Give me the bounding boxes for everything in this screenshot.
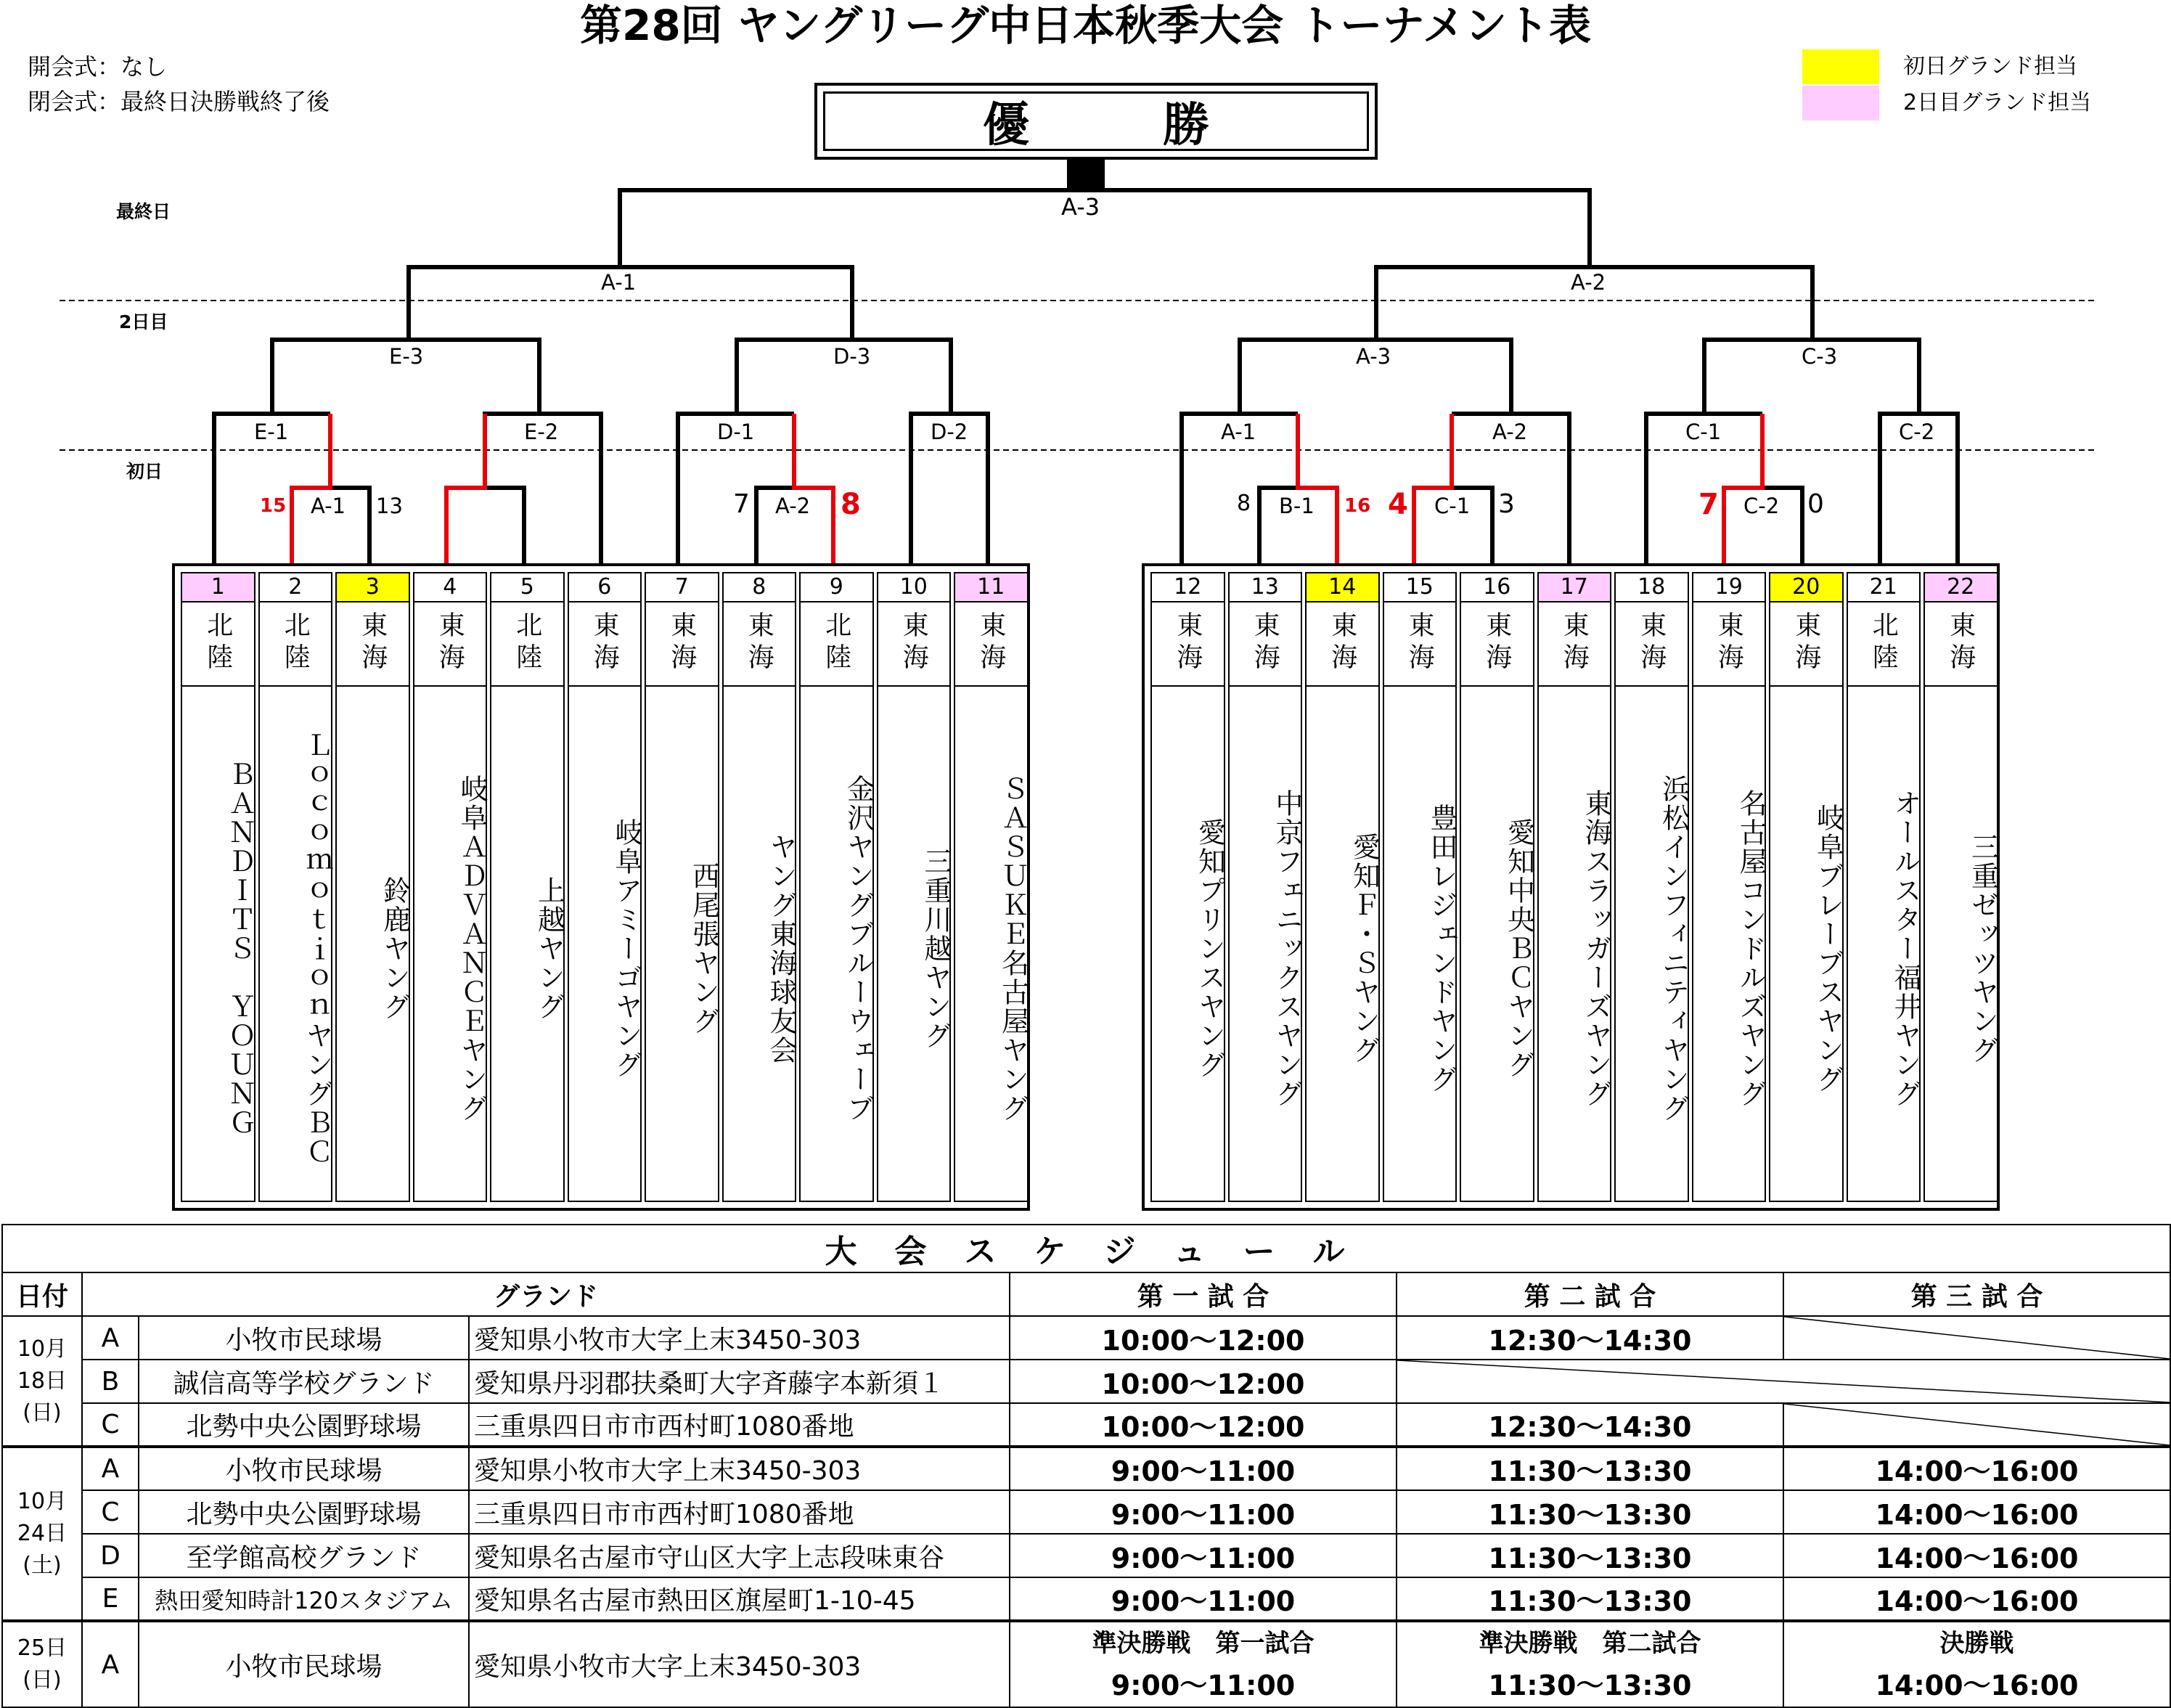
match-label-d1: D-1 [717, 420, 755, 444]
team-region: 東海 [569, 601, 641, 687]
team-region: 東海 [955, 601, 1027, 687]
team-name: 鈴鹿ヤング [378, 876, 411, 1021]
score-b1-right: 16 [1344, 495, 1371, 517]
game3-time: 14:00～16:00 [1783, 1447, 2170, 1490]
game2-3-empty [1397, 1360, 2170, 1403]
game3-time: 14:00～16:00 [1783, 1490, 2170, 1534]
team-name: ヤング東海球友会 [765, 833, 797, 1065]
day-label-day2: 2日目 [119, 311, 168, 332]
day-label-final: 最終日 [116, 201, 171, 222]
team-name: 三重川越ヤング [920, 847, 952, 1050]
team-region: 東海 [1693, 601, 1765, 687]
g1-time: 9:00～11:00 [1111, 1670, 1296, 1701]
team-entry [645, 572, 719, 1202]
score-la1-right: 13 [376, 494, 403, 518]
team-region: 東海 [646, 601, 718, 687]
team-name: 岐阜ＡＤＶＡＮＣＥヤング [456, 775, 488, 1123]
team-region: 北陸 [491, 601, 563, 687]
game2-time: 11:30～13:30 [1397, 1577, 1783, 1621]
team-name: 愛知プリンスヤング [1193, 818, 1226, 1079]
score-rc1-right: 3 [1498, 489, 1515, 519]
team-entry [1305, 572, 1380, 1202]
team-region: 東海 [414, 601, 486, 687]
team-number: 3 [337, 573, 409, 602]
ground-address: 愛知県名古屋市熱田区旗屋町1-10-45 [469, 1577, 1010, 1621]
team-region: 東海 [1307, 601, 1378, 687]
team-entry [1228, 572, 1303, 1202]
team-number: 22 [1925, 573, 1997, 602]
team-name: 岐阜ブレーブスヤング [1812, 804, 1844, 1094]
ground-address: 愛知県名古屋市守山区大字上志段味東谷 [469, 1534, 1010, 1577]
team-region: 東海 [1925, 601, 1997, 687]
ground-name: 小牧市民球場 [139, 1621, 469, 1707]
schedule-date-day1 [2, 1316, 82, 1447]
ground-name: 北勢中央公園野球場 [139, 1403, 469, 1447]
team-entry [1923, 572, 1998, 1202]
team-region: 北陸 [182, 601, 254, 687]
match-label-final: A-3 [1061, 193, 1100, 221]
date-line: (日) [23, 1667, 62, 1693]
team-name: オールスター福井ヤング [1889, 789, 1921, 1108]
team-region: 東海 [1461, 601, 1533, 687]
team-entry [258, 572, 333, 1202]
date-line: 25日 [17, 1635, 68, 1661]
legend-label-day1: 初日グランド担当 [1903, 54, 2077, 79]
date-line: (土) [23, 1553, 62, 1578]
game1-time: 10:00～12:00 [1010, 1360, 1397, 1403]
game3-empty [1783, 1316, 2170, 1360]
g2-time: 11:30～13:30 [1488, 1670, 1692, 1701]
team-entry [1150, 572, 1225, 1202]
game2-time: 11:30～13:30 [1397, 1447, 1783, 1490]
team-region: 東海 [1616, 601, 1688, 687]
header-game2: 第 二 試 合 [1397, 1272, 1783, 1316]
team-entry [490, 572, 565, 1202]
match-label-c1: C-1 [1685, 420, 1722, 444]
team-entry [1692, 572, 1767, 1202]
match-label-rc1: C-1 [1434, 494, 1471, 518]
opening-ceremony-note: 開会式：なし [28, 53, 168, 81]
header-game3: 第 三 試 合 [1783, 1272, 2170, 1316]
legend-label-day2: 2日目グランド担当 [1903, 90, 2092, 115]
game2-time: 12:30～14:30 [1397, 1316, 1783, 1360]
match-label-e3: E-3 [389, 344, 424, 369]
team-name: ＢＡＮＤＩＴＳ ＹＯＵＮＧ [224, 760, 256, 1137]
team-name: 名古屋コンドルズヤング [1735, 789, 1767, 1108]
ground-address: 三重県四日市市西村町1080番地 [469, 1490, 1010, 1534]
ground-code: A [82, 1316, 139, 1360]
ground-name: 小牧市民球場 [139, 1447, 469, 1490]
final-day-g2 [1397, 1621, 1783, 1707]
match-label-e2: E-2 [524, 420, 559, 444]
team-number: 2 [260, 573, 332, 602]
team-number: 6 [569, 573, 641, 602]
team-number: 10 [878, 573, 950, 602]
match-label-left-semi: A-1 [601, 270, 637, 295]
header-ground: グランド [82, 1272, 1010, 1316]
ground-name: 至学館高校グランド [139, 1534, 469, 1577]
team-entry [1460, 572, 1534, 1202]
team-region: 北陸 [260, 601, 332, 687]
game1-time: 9:00～11:00 [1010, 1447, 1397, 1490]
team-number: 17 [1539, 573, 1611, 602]
ground-name: 熱田愛知時計120スタジアム [139, 1577, 469, 1621]
match-label-ra2: A-2 [1492, 420, 1528, 444]
team-number: 7 [646, 573, 718, 602]
team-entry [954, 572, 1029, 1202]
champion-label: 優 勝 [823, 91, 1369, 151]
team-number: 1 [182, 573, 254, 602]
team-name: 愛知中央ＢＣヤング [1502, 818, 1535, 1079]
team-name: 豊田レジェンドヤング [1426, 804, 1457, 1094]
date-line: 10月 [17, 1489, 68, 1514]
teams-panel-left [172, 563, 1030, 1211]
team-region: 東海 [1539, 601, 1611, 687]
team-region: 北陸 [1848, 601, 1920, 687]
date-line: 10月 [17, 1336, 68, 1362]
game2-time: 11:30～13:30 [1397, 1490, 1783, 1534]
game2-time: 11:30～13:30 [1397, 1534, 1783, 1577]
game1-time: 9:00～11:00 [1010, 1534, 1397, 1577]
ground-code: D [82, 1534, 139, 1577]
team-entry [1537, 572, 1612, 1202]
match-label-d3: D-3 [833, 344, 871, 369]
g3-label: 決勝戦 [1939, 1629, 2014, 1658]
score-la2-left: 7 [733, 489, 750, 519]
schedule-table [1, 1224, 2170, 1704]
team-number: 18 [1616, 573, 1688, 602]
team-name: 金沢ヤングブルーウェーブ [842, 775, 875, 1123]
team-region: 東海 [1384, 601, 1456, 687]
date-line: 18日 [17, 1368, 68, 1394]
team-number: 13 [1230, 573, 1301, 602]
score-rc2-right: 0 [1807, 489, 1824, 519]
match-label-b1: B-1 [1279, 494, 1315, 518]
date-line: 24日 [17, 1521, 68, 1546]
team-entry [1769, 572, 1844, 1202]
team-entry [335, 572, 410, 1202]
score-b1-left: 8 [1237, 491, 1251, 516]
team-name: ＳＡＳＵＫＥ名古屋ヤング [997, 775, 1029, 1123]
team-entry [799, 572, 874, 1202]
team-name: 西尾張ヤング [687, 862, 720, 1036]
team-number: 8 [724, 573, 796, 602]
team-region: 北陸 [801, 601, 872, 687]
ground-address: 愛知県小牧市大字上末3450-303 [469, 1316, 1010, 1360]
match-label-la1: A-1 [311, 494, 346, 518]
header-date: 日付 [2, 1272, 82, 1316]
team-number: 15 [1384, 573, 1456, 602]
team-name: 浜松インフィニティヤング [1657, 775, 1690, 1123]
team-number: 9 [801, 573, 872, 602]
team-number: 16 [1461, 573, 1533, 602]
team-entry [722, 572, 797, 1202]
game3-time: 14:00～16:00 [1783, 1534, 2170, 1577]
match-label-d2: D-2 [931, 420, 968, 444]
ground-code: E [82, 1577, 139, 1621]
ground-code: A [82, 1447, 139, 1490]
score-rc2-left: 7 [1698, 488, 1719, 521]
game1-time: 10:00～12:00 [1010, 1403, 1397, 1447]
team-entry [1614, 572, 1689, 1202]
team-name: 上越ヤング [533, 876, 565, 1021]
match-label-c3: C-3 [1802, 344, 1838, 369]
closing-ceremony-note: 閉会式：最終日決勝戦終了後 [28, 88, 330, 115]
g3-time: 14:00～16:00 [1875, 1670, 2079, 1701]
ground-name: 誠信高等学校グランド [139, 1360, 469, 1403]
team-name: 三重ゼッツヤング [1966, 833, 1999, 1065]
game3-time: 14:00～16:00 [1783, 1577, 2170, 1621]
team-number: 11 [955, 573, 1027, 602]
team-region: 東海 [878, 601, 950, 687]
ground-address: 愛知県小牧市大字上末3450-303 [469, 1621, 1010, 1707]
team-name: 岐阜アミーゴヤング [610, 818, 642, 1079]
game1-time: 9:00～11:00 [1010, 1577, 1397, 1621]
match-label-rc2: C-2 [1743, 494, 1780, 518]
team-name: 東海スラッガーズヤング [1580, 789, 1612, 1108]
team-region: 東海 [724, 601, 796, 687]
game1-time: 9:00～11:00 [1010, 1490, 1397, 1534]
header-game1: 第 一 試 合 [1010, 1272, 1397, 1316]
ground-address: 愛知県小牧市大字上末3450-303 [469, 1447, 1010, 1490]
teams-panel-right [1142, 563, 2000, 1211]
game1-time: 10:00～12:00 [1010, 1316, 1397, 1360]
schedule-title: 大 会 ス ケ ジ ュ ー ル [2, 1225, 2170, 1272]
game2-time: 12:30～14:30 [1397, 1403, 1783, 1447]
team-number: 4 [414, 573, 486, 602]
team-name: ＬｏｃｏｍｏｔｉｏｎヤングＢＣ [301, 731, 333, 1166]
team-number: 21 [1848, 573, 1920, 602]
match-label-right-semi: A-2 [1571, 270, 1606, 295]
team-entry [181, 572, 255, 1202]
schedule-date-day2 [2, 1447, 82, 1621]
g1-label: 準決勝戦 第一試合 [1092, 1629, 1315, 1658]
ground-address: 愛知県丹羽郡扶桑町大字斉藤字本新須１ [469, 1360, 1010, 1403]
team-number: 12 [1152, 573, 1224, 602]
score-la2-right: 8 [841, 488, 861, 521]
match-label-c2: C-2 [1899, 420, 1935, 444]
schedule-date-day3 [2, 1621, 82, 1707]
ground-name: 小牧市民球場 [139, 1316, 469, 1360]
game3-empty [1783, 1403, 2170, 1447]
g2-label: 準決勝戦 第二試合 [1479, 1629, 1701, 1658]
team-number: 20 [1770, 573, 1842, 602]
final-day-g3 [1783, 1621, 2170, 1707]
team-region: 東海 [337, 601, 409, 687]
team-name: 愛知Ｆ・Ｓヤング [1348, 833, 1381, 1065]
date-line: (日) [23, 1400, 62, 1426]
team-entry [568, 572, 642, 1202]
ground-code: C [82, 1403, 139, 1447]
score-la1-left: 15 [260, 495, 287, 517]
team-entry [1847, 572, 1921, 1202]
match-label-e1: E-1 [254, 420, 289, 444]
team-number: 14 [1307, 573, 1378, 602]
team-region: 東海 [1230, 601, 1301, 687]
team-entry [877, 572, 952, 1202]
team-entry [413, 572, 488, 1202]
score-rc1-left: 4 [1388, 488, 1408, 521]
ground-code: A [82, 1621, 139, 1707]
team-entry [1383, 572, 1457, 1202]
match-label-la2: A-2 [775, 494, 811, 518]
match-label-a3: A-3 [1356, 344, 1391, 369]
team-number: 19 [1693, 573, 1765, 602]
final-day-g1 [1010, 1621, 1397, 1707]
team-number: 5 [491, 573, 563, 602]
match-label-ra1: A-1 [1221, 420, 1256, 444]
team-region: 東海 [1770, 601, 1842, 687]
team-region: 東海 [1152, 601, 1224, 687]
ground-code: B [82, 1360, 139, 1403]
ground-address: 三重県四日市市西村町1080番地 [469, 1403, 1010, 1447]
day-label-day1: 初日 [126, 461, 163, 482]
ground-name: 北勢中央公園野球場 [139, 1490, 469, 1534]
page-title: 第28回 ヤングリーグ中日本秋季大会 トーナメント表 [579, 1, 1592, 50]
team-name: 中京フェニックスヤング [1271, 789, 1303, 1108]
ground-code: C [82, 1490, 139, 1534]
